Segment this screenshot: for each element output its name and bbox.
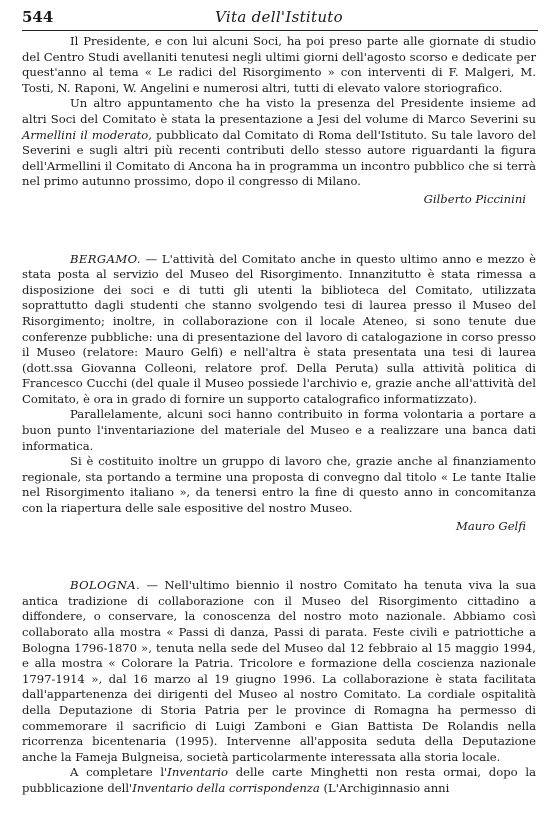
bologna-p1-text: — Nell'ultimo biennio il nostro Comitato ha tenuta viva la sua antica tradizione di collaborazione con il Museo del Risorgimento cittadino a diffondere, o conservare, la conoscenza del nostro moto nazionale. Abbiamo così collaborato alla mostra « Passi di danza, Passi di parata. Feste civili e patriottiche a Bologna 1796-1870 », tenuta nella sede del Museo dal 12 febbraio al 15 maggio 1994, e alla mostra « Colorare la Patria. Tricolore e formazione della coscienza nazionale 1797-1914 », dal 16 marzo al 19 giugno 1996. La collaborazione è stata facilitata dall'appartenenza dei dirigenti del Museo al nostro Comitato. La cordiale ospitalità della Deputazione di Storia Patria per le province di Romagna ha permesso di commemorare il sacrificio di Luigi Zamboni e Gian Battista De Rolandis nella ricorrenza bicentenaria (1995). Intervenne all'apposita seduta della Deputazione anche la Fameja Bulgneisa, società particolarmente interessata alla storia locale. [22,578,536,764]
title-inventario: Inventario [167,765,228,780]
intro-paragraph-1: Il Presidente, e con lui alcuni Soci, ha poi preso parte alle giornate di studio del Centro Studi avellaniti tenutesi negli ultimi giorni dell'agosto scorso e dedicate per quest'anno al tema « Le radici del Risorgimento » con interventi di F. Malgeri, M. Tosti, N. Raponi, W. Angelini e numerosi altri, tutti di elevato valore storiografico. [22,34,536,95]
bergamo-p1-text: — L'attività del Comitato anche in questo ultimo anno e mezzo è stata posta al servizio del Museo del Risorgimento. Innanzitutto è stata rimessa a disposizione dei soci e di tutti gli utenti la biblioteca del Comitato, utilizzata soprattutto dagli studenti che stanno svolgendo tesi di laurea presso il Museo del Risorgimento; inoltre, in collaborazione con il locale Ateneo, si sono tenute due conferenze pubbliche: una di presentazione del lavoro di catalogazione in corso presso il Museo (relatore: Mauro Gelfi) e nell'altra è stata presentata una tesi di laurea (dott.ssa Giovanna Colleoni, relatore prof. Della Peruta) sulla attività politica di Francesco Cucchi (del quale il Museo possiede l'archivio e, grazie anche all'attività del Comitato, è ora in grado di fornire un supporto catalografico informatizzato). [22,251,536,406]
body-text [22,34,536,797]
intro-p2-text-a: Un altro appuntamento che ha visto la presenza del Presidente insieme ad altri Soci del Comitato è stata la presentazione a Jesi del volume di Marco Severini su [22,96,536,126]
page-header [22,8,536,30]
intro-paragraph-2 [22,96,536,190]
bergamo-paragraph-2: Parallelamente, alcuni soci hanno contribuito in forma volontaria a portare a buon punto l'inventariazione del materiale del Museo e a realizzare una banca dati informatica. [22,407,536,453]
section-heading-bologna: BOLOGNA. [70,578,141,593]
bergamo-paragraph-3: Si è costituito inoltre un gruppo di lavoro che, grazie anche al finanziamento regionale, sta portando a termine una proposta di convegno dal titolo « Le tante Italie nel Risorgimento italiano », da tenersi entro la fine di questo anno in concomitanza con la riapertura delle sale espositive del nostro Museo. [22,454,536,516]
bologna-p2-text-b: delle carte Minghetti non resta ormai, dopo la pubblicazione dell' [22,765,536,795]
book-title-armellini: Armellini il moderato, [22,127,152,142]
section-gap [22,534,536,578]
bologna-paragraph-2 [22,765,536,796]
signature-piccinini: Gilberto Piccinini [423,191,526,206]
section-gap [22,208,536,252]
title-inventario-corrispondenza: Inventario della corrispondenza [132,780,320,795]
bergamo-paragraph-1 [22,252,536,408]
running-title: Vita dell'Istituto [215,8,343,26]
signature-gelfi: Mauro Gelfi [455,518,526,533]
page-number: 544 [22,8,54,26]
bologna-p2-text-c: (L'Archiginnasio anni [319,780,450,795]
section-heading-bergamo: BERGAMO. [70,251,141,266]
bologna-p2-text-a: A completare l' [70,765,168,780]
bologna-paragraph-1 [22,578,536,765]
header-rule [22,30,538,31]
intro-p2-text-b: pubblicato dal Comitato di Roma dell'Istituto. Su tale lavoro del Severini e sugli altri più recenti contributi dello stesso autore riguardanti la figura dell'Armellini il Comitato di Ancona ha in programma un incontro pubblico che si terrà nel primo autunno prossimo, dopo il congresso di Milano. [22,127,536,189]
